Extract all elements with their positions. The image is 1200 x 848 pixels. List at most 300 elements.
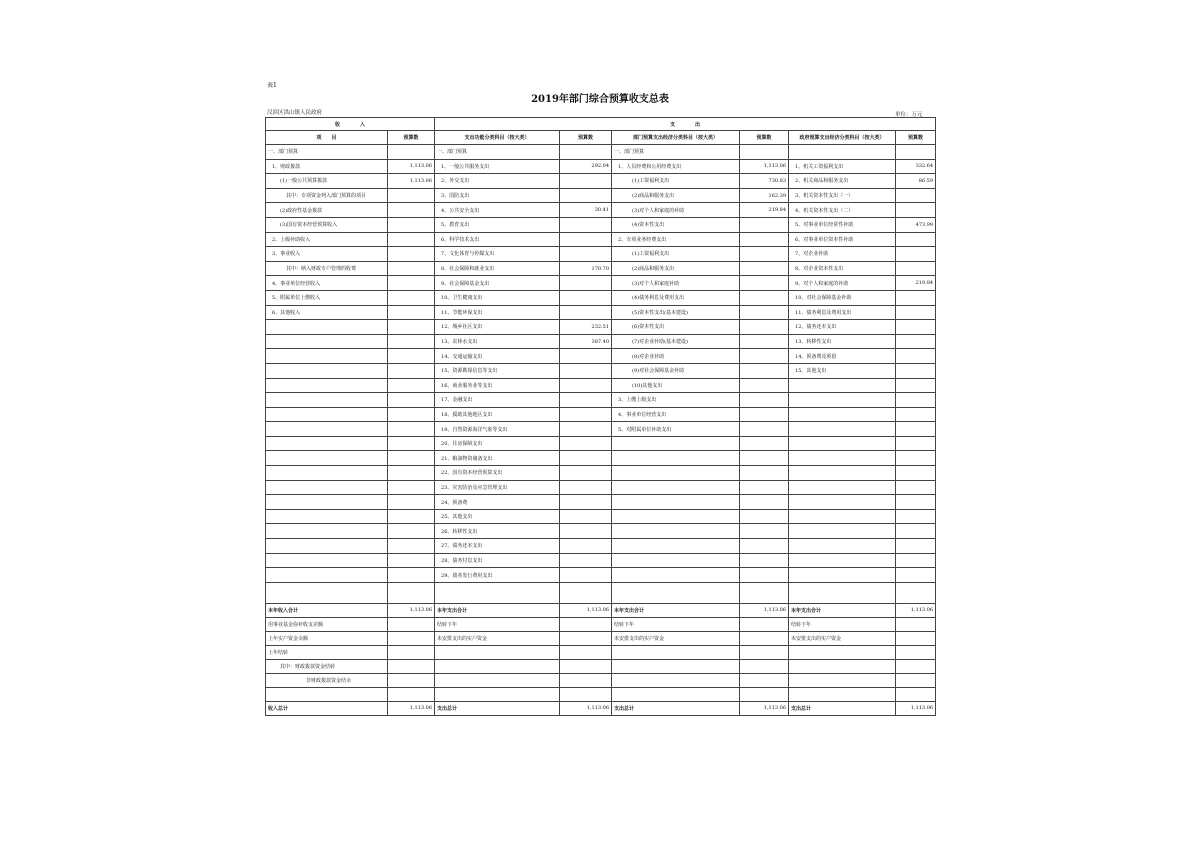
unit-label: 单位：万元 xyxy=(895,112,923,118)
func-amount xyxy=(560,451,612,466)
gov-item: 5、对事业单位经常性补助 xyxy=(789,217,896,232)
dept-item: (1)工资福利支出 xyxy=(612,247,740,262)
dept-item xyxy=(612,553,740,568)
empty-cell xyxy=(435,687,560,701)
gov-amount xyxy=(896,582,936,603)
dept-amount xyxy=(740,480,789,495)
income-item: 其中：纳入财政专户管理的收费 xyxy=(266,261,388,276)
table-number: 表1 xyxy=(267,82,277,89)
table-row xyxy=(266,495,936,510)
carryover-label: 上年结转 xyxy=(266,645,388,659)
empty-cell xyxy=(560,617,612,631)
table-row xyxy=(266,320,936,335)
func-item: 27、债务还本支出 xyxy=(435,539,560,554)
table-row xyxy=(266,480,936,495)
carry-out-label: 结转下年 xyxy=(789,617,896,631)
func-amount xyxy=(560,480,612,495)
func-amount xyxy=(560,232,612,247)
column-header-row xyxy=(266,131,936,145)
gov-item xyxy=(789,524,896,539)
gov-amount xyxy=(896,524,936,539)
unarranged-label: 未安排支出的实户资金 xyxy=(435,631,560,645)
unarranged-label: 未安排支出的实户资金 xyxy=(789,631,896,645)
prior-balance-label: 上年实户资金余额 xyxy=(266,631,388,645)
dept-amount xyxy=(740,145,789,160)
income-item xyxy=(266,466,388,481)
func-amount xyxy=(560,174,612,189)
gov-item: 6、对事业单位资本性补助 xyxy=(789,232,896,247)
income-amount xyxy=(388,495,435,510)
fiscal-carryover-row xyxy=(266,659,936,673)
dept-item xyxy=(612,495,740,510)
dept-item: (3)对个人和家庭补助 xyxy=(612,276,740,291)
dept-item: (4)资本性支出 xyxy=(612,217,740,232)
gov-amount xyxy=(896,553,936,568)
income-amount xyxy=(388,378,435,393)
func-amount xyxy=(560,495,612,510)
income-item: 其中：专项资金列入部门预算的项目 xyxy=(266,188,388,203)
func-item: 14、交通运输支出 xyxy=(435,349,560,364)
dept-item: (10)其他支出 xyxy=(612,378,740,393)
empty-cell xyxy=(560,673,612,687)
dept-amount xyxy=(740,466,789,481)
dept-amount xyxy=(740,305,789,320)
func-amount xyxy=(560,407,612,422)
gov-item xyxy=(789,407,896,422)
dept-amount: 162.39 xyxy=(740,188,789,203)
gov-item: 14、预备费及预留 xyxy=(789,349,896,364)
gov-amount: 473.99 xyxy=(896,217,936,232)
budget-table xyxy=(265,117,936,716)
income-amount xyxy=(388,232,435,247)
income-amount xyxy=(388,480,435,495)
empty-cell xyxy=(896,617,936,631)
grand-expense-gov-value: 1,113.06 xyxy=(896,701,936,715)
gov-amount xyxy=(896,539,936,554)
dept-amount xyxy=(740,320,789,335)
dept-item: 2、专项业务经费支出 xyxy=(612,232,740,247)
table-row xyxy=(266,582,936,603)
dept-item: (2)商品和服务支出 xyxy=(612,261,740,276)
gov-item: 8、对企业资本性支出 xyxy=(789,261,896,276)
income-amount xyxy=(388,451,435,466)
gov-item: 15、其他支出 xyxy=(789,363,896,378)
dept-item: 一、部门预算 xyxy=(612,145,740,160)
func-item: 26、转移性支出 xyxy=(435,524,560,539)
income-item: 5、附属单位上缴收入 xyxy=(266,290,388,305)
gov-item: 12、债务还本支出 xyxy=(789,320,896,335)
gov-amount xyxy=(896,509,936,524)
func-amount xyxy=(560,145,612,160)
dept-amount xyxy=(740,509,789,524)
income-amount xyxy=(388,261,435,276)
dept-item: (4)债务利息及费用支出 xyxy=(612,290,740,305)
empty-cell xyxy=(560,631,612,645)
empty-cell xyxy=(612,687,740,701)
func-item: 18、援助其他地区支出 xyxy=(435,407,560,422)
empty-cell xyxy=(896,659,936,673)
dept-item xyxy=(612,524,740,539)
empty-cell xyxy=(612,673,740,687)
income-header: 收 入 xyxy=(266,118,435,131)
func-item: 22、国有资本经营预算支出 xyxy=(435,466,560,481)
func-item: 29、债务发行费用支出 xyxy=(435,568,560,583)
gov-amount xyxy=(896,466,936,481)
empty-cell xyxy=(388,687,435,701)
income-item: (3)国有资本经营预算收入 xyxy=(266,217,388,232)
income-item xyxy=(266,349,388,364)
income-item: 1、财政拨款 xyxy=(266,159,388,174)
dept-amount xyxy=(740,393,789,408)
dept-item: (8)对企业补助 xyxy=(612,349,740,364)
gov-item: 3、机关资本性支出（一） xyxy=(789,188,896,203)
func-amount xyxy=(560,217,612,232)
income-amount xyxy=(388,217,435,232)
col-dept-header: 部门预算支出经济分类科目（按大类） xyxy=(612,131,740,145)
grand-expense-label: 支出总计 xyxy=(789,701,896,715)
empty-cell xyxy=(896,631,936,645)
income-amount xyxy=(388,582,435,603)
table-row xyxy=(266,276,936,291)
table-row xyxy=(266,174,936,189)
dept-amount xyxy=(740,553,789,568)
dept-amount xyxy=(740,363,789,378)
gov-amount xyxy=(896,495,936,510)
year-total-row xyxy=(266,603,936,617)
dept-item xyxy=(612,568,740,583)
gov-item: 2、机关商品和服务支出 xyxy=(789,174,896,189)
func-item: 1、一般公共服务支出 xyxy=(435,159,560,174)
carryover-row xyxy=(266,645,936,659)
income-item xyxy=(266,436,388,451)
table-row xyxy=(266,553,936,568)
gov-item: 7、对企业补助 xyxy=(789,247,896,262)
dept-item: (3)对个人和家庭的补助 xyxy=(612,203,740,218)
dept-amount xyxy=(740,261,789,276)
table-row xyxy=(266,290,936,305)
income-amount xyxy=(388,407,435,422)
empty-cell xyxy=(896,687,936,701)
func-item: 13、农林水支出 xyxy=(435,334,560,349)
func-item xyxy=(435,582,560,603)
table-row xyxy=(266,261,936,276)
dept-item: (7)对企业补助(基本建设) xyxy=(612,334,740,349)
func-amount xyxy=(560,466,612,481)
func-item: 一、部门预算 xyxy=(435,145,560,160)
empty-cell xyxy=(560,645,612,659)
carry-out-label: 结转下年 xyxy=(435,617,560,631)
func-item: 20、住房保障支出 xyxy=(435,436,560,451)
gov-item xyxy=(789,422,896,437)
table-row xyxy=(266,436,936,451)
func-item: 24、预备费 xyxy=(435,495,560,510)
table-row xyxy=(266,524,936,539)
nonfiscal-row xyxy=(266,673,936,687)
gov-amount xyxy=(896,305,936,320)
dept-amount: 219.84 xyxy=(740,203,789,218)
func-amount xyxy=(560,436,612,451)
empty-cell xyxy=(789,687,896,701)
gov-item xyxy=(789,378,896,393)
income-amount: 1,113.06 xyxy=(388,159,435,174)
func-item: 6、科学技术支出 xyxy=(435,232,560,247)
income-amount xyxy=(388,393,435,408)
spacer-row xyxy=(266,687,936,701)
table-row xyxy=(266,407,936,422)
income-item xyxy=(266,378,388,393)
dept-item xyxy=(612,539,740,554)
gov-amount xyxy=(896,451,936,466)
func-item: 16、商业服务业等支出 xyxy=(435,378,560,393)
func-amount xyxy=(560,305,612,320)
year-expense-label: 本年支出合计 xyxy=(435,603,560,617)
dept-amount xyxy=(740,232,789,247)
gov-item xyxy=(789,145,896,160)
page-title: 2019年部门综合预算收支总表 xyxy=(531,94,669,105)
col-func-header: 支出功能分类科目（按大类） xyxy=(435,131,560,145)
section-header-row xyxy=(266,118,936,131)
income-item xyxy=(266,568,388,583)
income-item xyxy=(266,407,388,422)
table-row xyxy=(266,466,936,481)
gov-amount xyxy=(896,422,936,437)
dept-amount xyxy=(740,334,789,349)
dept-item xyxy=(612,480,740,495)
income-amount xyxy=(388,349,435,364)
dept-item: 5、对附属单位补助支出 xyxy=(612,422,740,437)
gov-item xyxy=(789,436,896,451)
dept-item xyxy=(612,451,740,466)
func-item: 19、自然资源海洋气象等支出 xyxy=(435,422,560,437)
gov-amount xyxy=(896,480,936,495)
grand-income-label: 收入总计 xyxy=(266,701,388,715)
income-amount xyxy=(388,539,435,554)
gov-item xyxy=(789,582,896,603)
table-row xyxy=(266,203,936,218)
func-amount: 170.70 xyxy=(560,261,612,276)
income-amount xyxy=(388,509,435,524)
func-amount xyxy=(560,188,612,203)
income-item xyxy=(266,480,388,495)
income-item: 2、上级补助收入 xyxy=(266,232,388,247)
dept-amount: 730.83 xyxy=(740,174,789,189)
func-amount xyxy=(560,247,612,262)
func-amount xyxy=(560,568,612,583)
dept-item: 3、上缴上级支出 xyxy=(612,393,740,408)
income-item: 4、事业单位经营收入 xyxy=(266,276,388,291)
year-expense-dept-value: 1,113.06 xyxy=(740,603,789,617)
income-item xyxy=(266,320,388,335)
func-amount: 232.51 xyxy=(560,320,612,335)
income-item: 6、其他收入 xyxy=(266,305,388,320)
dept-item xyxy=(612,509,740,524)
income-item xyxy=(266,509,388,524)
grand-total-row xyxy=(266,701,936,715)
income-amount xyxy=(388,363,435,378)
gov-item xyxy=(789,480,896,495)
dept-amount xyxy=(740,276,789,291)
col-amount-header: 预算数 xyxy=(560,131,612,145)
income-amount xyxy=(388,276,435,291)
gov-item: 13、转移性支出 xyxy=(789,334,896,349)
func-item: 12、城乡社区支出 xyxy=(435,320,560,335)
empty-cell xyxy=(388,617,435,631)
func-item: 15、资源勘探信息等支出 xyxy=(435,363,560,378)
year-expense-label: 本年支出合计 xyxy=(789,603,896,617)
empty-cell xyxy=(435,659,560,673)
dept-amount xyxy=(740,247,789,262)
carry-out-label: 结转下年 xyxy=(612,617,740,631)
grand-income-value: 1,113.06 xyxy=(388,701,435,715)
empty-cell xyxy=(388,631,435,645)
table-row xyxy=(266,247,936,262)
year-expense-func-value: 1,113.06 xyxy=(560,603,612,617)
table-row xyxy=(266,305,936,320)
dept-item: (1)工资福利支出 xyxy=(612,174,740,189)
col-amount-header: 预算数 xyxy=(388,131,435,145)
gov-amount xyxy=(896,261,936,276)
income-amount xyxy=(388,568,435,583)
income-item xyxy=(266,553,388,568)
func-amount xyxy=(560,422,612,437)
empty-cell xyxy=(896,673,936,687)
year-income-label: 本年收入合计 xyxy=(266,603,388,617)
organization-name: 汉滨区洪山镇人民政府 xyxy=(267,110,323,116)
gov-item xyxy=(789,451,896,466)
dept-amount xyxy=(740,524,789,539)
func-item: 28、债务付息支出 xyxy=(435,553,560,568)
gov-item xyxy=(789,539,896,554)
nonfiscal-label: 非财政拨款资金结余 xyxy=(266,673,388,687)
empty-cell xyxy=(789,673,896,687)
func-item: 23、灾害防治及应急管理支出 xyxy=(435,480,560,495)
func-amount xyxy=(560,524,612,539)
func-item: 5、教育支出 xyxy=(435,217,560,232)
dept-amount xyxy=(740,451,789,466)
gov-item xyxy=(789,509,896,524)
col-amount-header: 预算数 xyxy=(740,131,789,145)
empty-cell xyxy=(560,687,612,701)
income-amount xyxy=(388,247,435,262)
gov-amount: 86.59 xyxy=(896,174,936,189)
grand-expense-dept-value: 1,113.06 xyxy=(740,701,789,715)
func-amount xyxy=(560,539,612,554)
func-item: 9、社会保障基金支出 xyxy=(435,276,560,291)
func-item: 4、公共安全支出 xyxy=(435,203,560,218)
dept-item: (2)商品和服务支出 xyxy=(612,188,740,203)
empty-cell xyxy=(612,645,740,659)
dept-item: (6)资本性支出 xyxy=(612,320,740,335)
gov-amount xyxy=(896,436,936,451)
empty-cell xyxy=(896,645,936,659)
empty-cell xyxy=(740,617,789,631)
func-item: 17、金融支出 xyxy=(435,393,560,408)
income-amount: 1,113.06 xyxy=(388,174,435,189)
dept-item: (9)对社会保障基金补助 xyxy=(612,363,740,378)
gov-amount xyxy=(896,363,936,378)
table-row xyxy=(266,539,936,554)
income-amount xyxy=(388,188,435,203)
dept-item xyxy=(612,436,740,451)
table-row xyxy=(266,363,936,378)
func-item: 10、卫生健康支出 xyxy=(435,290,560,305)
income-amount xyxy=(388,203,435,218)
gov-amount xyxy=(896,349,936,364)
income-amount xyxy=(388,553,435,568)
func-amount xyxy=(560,509,612,524)
empty-cell xyxy=(388,673,435,687)
unarranged-label: 未安排支出的实户资金 xyxy=(612,631,740,645)
gov-amount xyxy=(896,378,936,393)
gov-item xyxy=(789,568,896,583)
gov-item: 10、对社会保障基金补助 xyxy=(789,290,896,305)
gov-amount xyxy=(896,145,936,160)
table-row xyxy=(266,422,936,437)
year-expense-gov-value: 1,113.06 xyxy=(896,603,936,617)
income-amount xyxy=(388,305,435,320)
grand-expense-label: 支出总计 xyxy=(612,701,740,715)
income-item xyxy=(266,393,388,408)
gov-amount: 332.64 xyxy=(896,159,936,174)
func-amount xyxy=(560,276,612,291)
col-gov-header: 政府预算支出经济分类科目（按大类） xyxy=(789,131,896,145)
empty-cell xyxy=(740,645,789,659)
table-row xyxy=(266,451,936,466)
income-item xyxy=(266,539,388,554)
func-item: 8、社会保障和就业支出 xyxy=(435,261,560,276)
gov-amount: 219.84 xyxy=(896,276,936,291)
func-amount xyxy=(560,393,612,408)
dept-item xyxy=(612,582,740,603)
empty-cell xyxy=(560,659,612,673)
func-item: 2、外交支出 xyxy=(435,174,560,189)
empty-cell xyxy=(740,659,789,673)
table-row xyxy=(266,349,936,364)
table-row xyxy=(266,232,936,247)
gov-item xyxy=(789,466,896,481)
income-item xyxy=(266,363,388,378)
empty-cell xyxy=(740,687,789,701)
gov-item: 4、机关资本性支出（二） xyxy=(789,203,896,218)
empty-cell xyxy=(740,673,789,687)
income-amount xyxy=(388,320,435,335)
gov-amount xyxy=(896,290,936,305)
table-row xyxy=(266,334,936,349)
balance-row xyxy=(266,631,936,645)
func-amount: 292.04 xyxy=(560,159,612,174)
col-item-header: 项 目 xyxy=(266,131,388,145)
gov-item: 11、债务利息及费用支出 xyxy=(789,305,896,320)
income-amount xyxy=(388,466,435,481)
func-item: 7、文化体育与传媒支出 xyxy=(435,247,560,262)
gov-item xyxy=(789,495,896,510)
empty-cell xyxy=(789,659,896,673)
gov-amount xyxy=(896,247,936,262)
expense-header: 支 出 xyxy=(435,118,936,131)
gov-amount xyxy=(896,203,936,218)
gov-amount xyxy=(896,568,936,583)
gov-amount xyxy=(896,232,936,247)
func-item: 3、国防支出 xyxy=(435,188,560,203)
year-income-value: 1,113.06 xyxy=(388,603,435,617)
carry-row xyxy=(266,617,936,631)
func-amount: 30.41 xyxy=(560,203,612,218)
income-item xyxy=(266,451,388,466)
table-row xyxy=(266,509,936,524)
income-item: (2)政府性基金拨款 xyxy=(266,203,388,218)
income-amount xyxy=(388,334,435,349)
table-row xyxy=(266,159,936,174)
